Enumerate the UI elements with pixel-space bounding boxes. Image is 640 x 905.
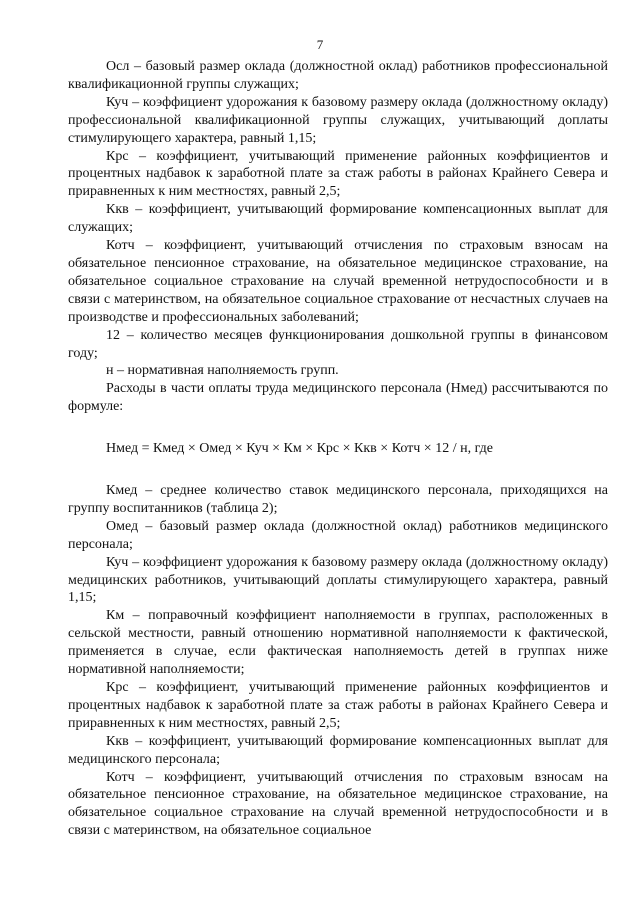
- definition-omed: Омед – базовый размер оклада (должностной оклад) работников медицинского персонала;: [68, 518, 608, 552]
- definition-kotch: Котч – коэффициент, учитывающий отчисления по страховым взносам на обязательное пенсионное страхование, на обязательное медицинское страхование, на обязательное социальное страхование на случай временной нетрудоспособности и в связи с материнством, на обязательное социальное страхование от несчастных случаев на производстве и профессиональных заболеваний;: [68, 238, 608, 325]
- definition-krs: Крс – коэффициент, учитывающий применение районных коэффициентов и процентных надбавок к заработной плате за стаж работы в районах Крайнего Севера и приравненных к ним местностях, равный 2,5;: [68, 148, 608, 200]
- definition-krs-med: Крс – коэффициент, учитывающий применение районных коэффициентов и процентных надбавок к заработной плате за стаж работы в районах Крайнего Севера и приравненных к ним местностях, равный 2,5;: [68, 680, 608, 731]
- definition-kuch-med: Куч – коэффициент удорожания к базовому размеру оклада (должностному окладу) медицинских работников, учитывающий доплаты стимулирующего характера, равный 1,15;: [68, 554, 608, 606]
- medical-expenses-intro: Расходы в части оплаты труда медицинского персонала (Нмед) рассчитываются по формуле:: [68, 381, 608, 415]
- definition-kotch-med: Котч – коэффициент, учитывающий отчисления по страховым взносам на обязательное пенсионное страхование, на обязательное медицинское страхование, на обязательное социальное страхование на случай временной нетрудоспособности и в связи с материнством, на обязательное социальное: [68, 769, 608, 839]
- definition-months: 12 – количество месяцев функционирования дошкольной группы в финансовом году;: [68, 327, 608, 361]
- definition-n: н – нормативная наполняемость групп.: [106, 363, 339, 379]
- page-number: 7: [316, 37, 324, 52]
- definition-osl: Осл – базовый размер оклада (должностной оклад) работников профессиональной квалификационной группы служащих;: [68, 59, 608, 92]
- definition-km: Км – поправочный коэффициент наполняемости в группах, расположенных в сельской местности, равный отношению нормативной наполняемости к фактической, применяется в случае, если фактическая наполняемость детей в группах ниже нормативной наполняемости;: [68, 608, 608, 678]
- formula-nmed: Нмед = Кмед × Омед × Куч × Км × Крс × Ккв × Котч × 12 / н, где: [106, 441, 493, 457]
- definition-kkv: Ккв – коэффициент, учитывающий формирование компенсационных выплат для служащих;: [68, 202, 608, 236]
- definition-kkv-med: Ккв – коэффициент, учитывающий формирование компенсационных выплат для медицинского персонала;: [68, 733, 608, 767]
- document-body: [68, 58, 608, 840]
- definition-kmed: Кмед – среднее количество ставок медицинского персонала, приходящихся на группу воспитанников (таблица 2);: [68, 483, 608, 516]
- definition-kuch: Куч – коэффициент удорожания к базовому размеру оклада (должностному окладу) профессиональной квалификационной группы служащих, учитывающий доплаты стимулирующего характера, равный 1,15;: [68, 94, 608, 146]
